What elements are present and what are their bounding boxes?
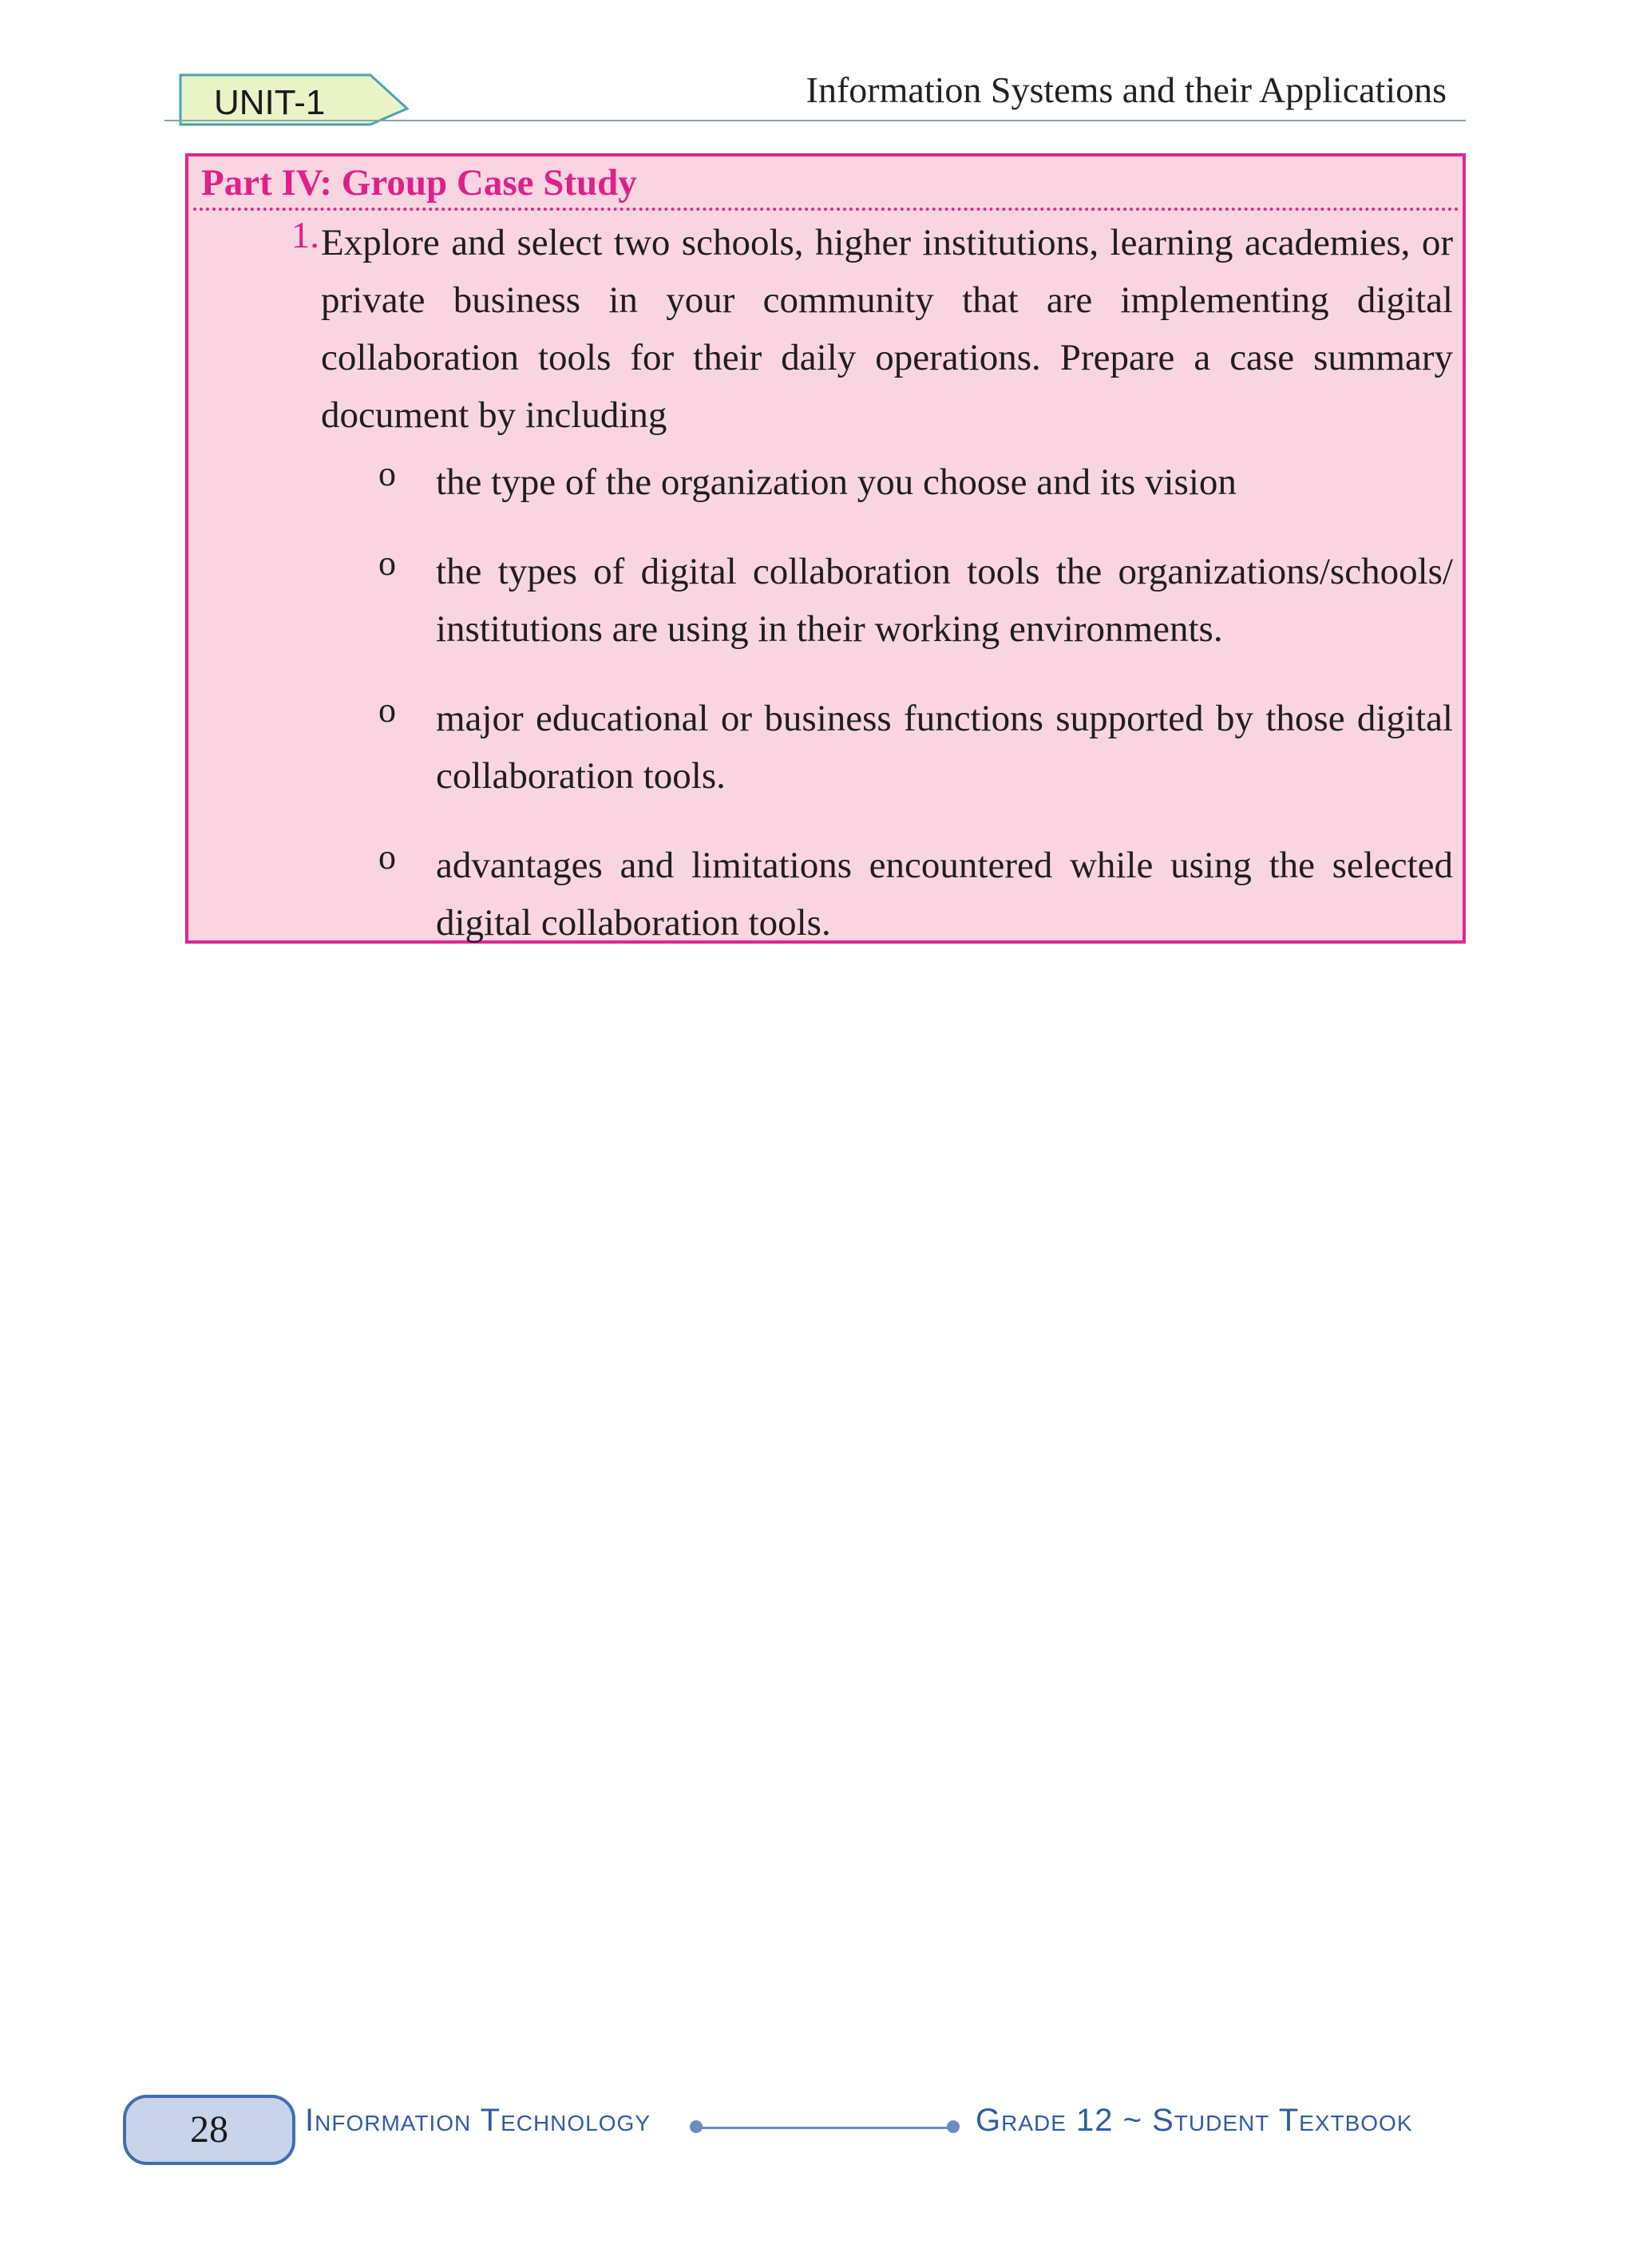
bullet-icon: o [378, 691, 396, 730]
bullet-icon: o [378, 837, 396, 877]
case-study-heading: Part IV: Group Case Study [201, 162, 637, 204]
heading-divider [193, 208, 1459, 211]
list-item-text: Explore and select two schools, higher institutions, learning academies, or private business in your community that are implementing digital collaboration tools for their daily operations. Prepare a case summary document by including [321, 222, 1453, 436]
page-number-badge [123, 2095, 295, 2165]
bullet-text-4: advantages and limitations encountered while using the selected digital collaboration tools. [436, 845, 1453, 944]
bullet-text-3: major educational or business functions supported by those digital collaboration tools. [436, 698, 1453, 797]
bullet-text-2: the types of digital collaboration tools the organizations/schools/ institutions are using in their working environments. [436, 551, 1453, 650]
footer-line-end-dot [947, 2120, 960, 2133]
chapter-title: Information Systems and their Applications [806, 69, 1447, 110]
case-study-box [185, 153, 1466, 944]
bullet-text-1: the type of the organization you choose and its vision [436, 461, 1237, 503]
footer-grade: Grade 12 ~ Student Textbook [976, 2103, 1413, 2138]
page-number: 28 [190, 2108, 228, 2151]
bullet-icon: o [378, 544, 396, 583]
bullet-icon: o [378, 454, 396, 493]
header-rule [164, 120, 1466, 121]
footer-subject: Information Technology [305, 2103, 651, 2138]
footer-connector-line [695, 2127, 952, 2129]
list-item-number: 1. [291, 215, 319, 256]
unit-label: UNIT-1 [214, 83, 326, 122]
